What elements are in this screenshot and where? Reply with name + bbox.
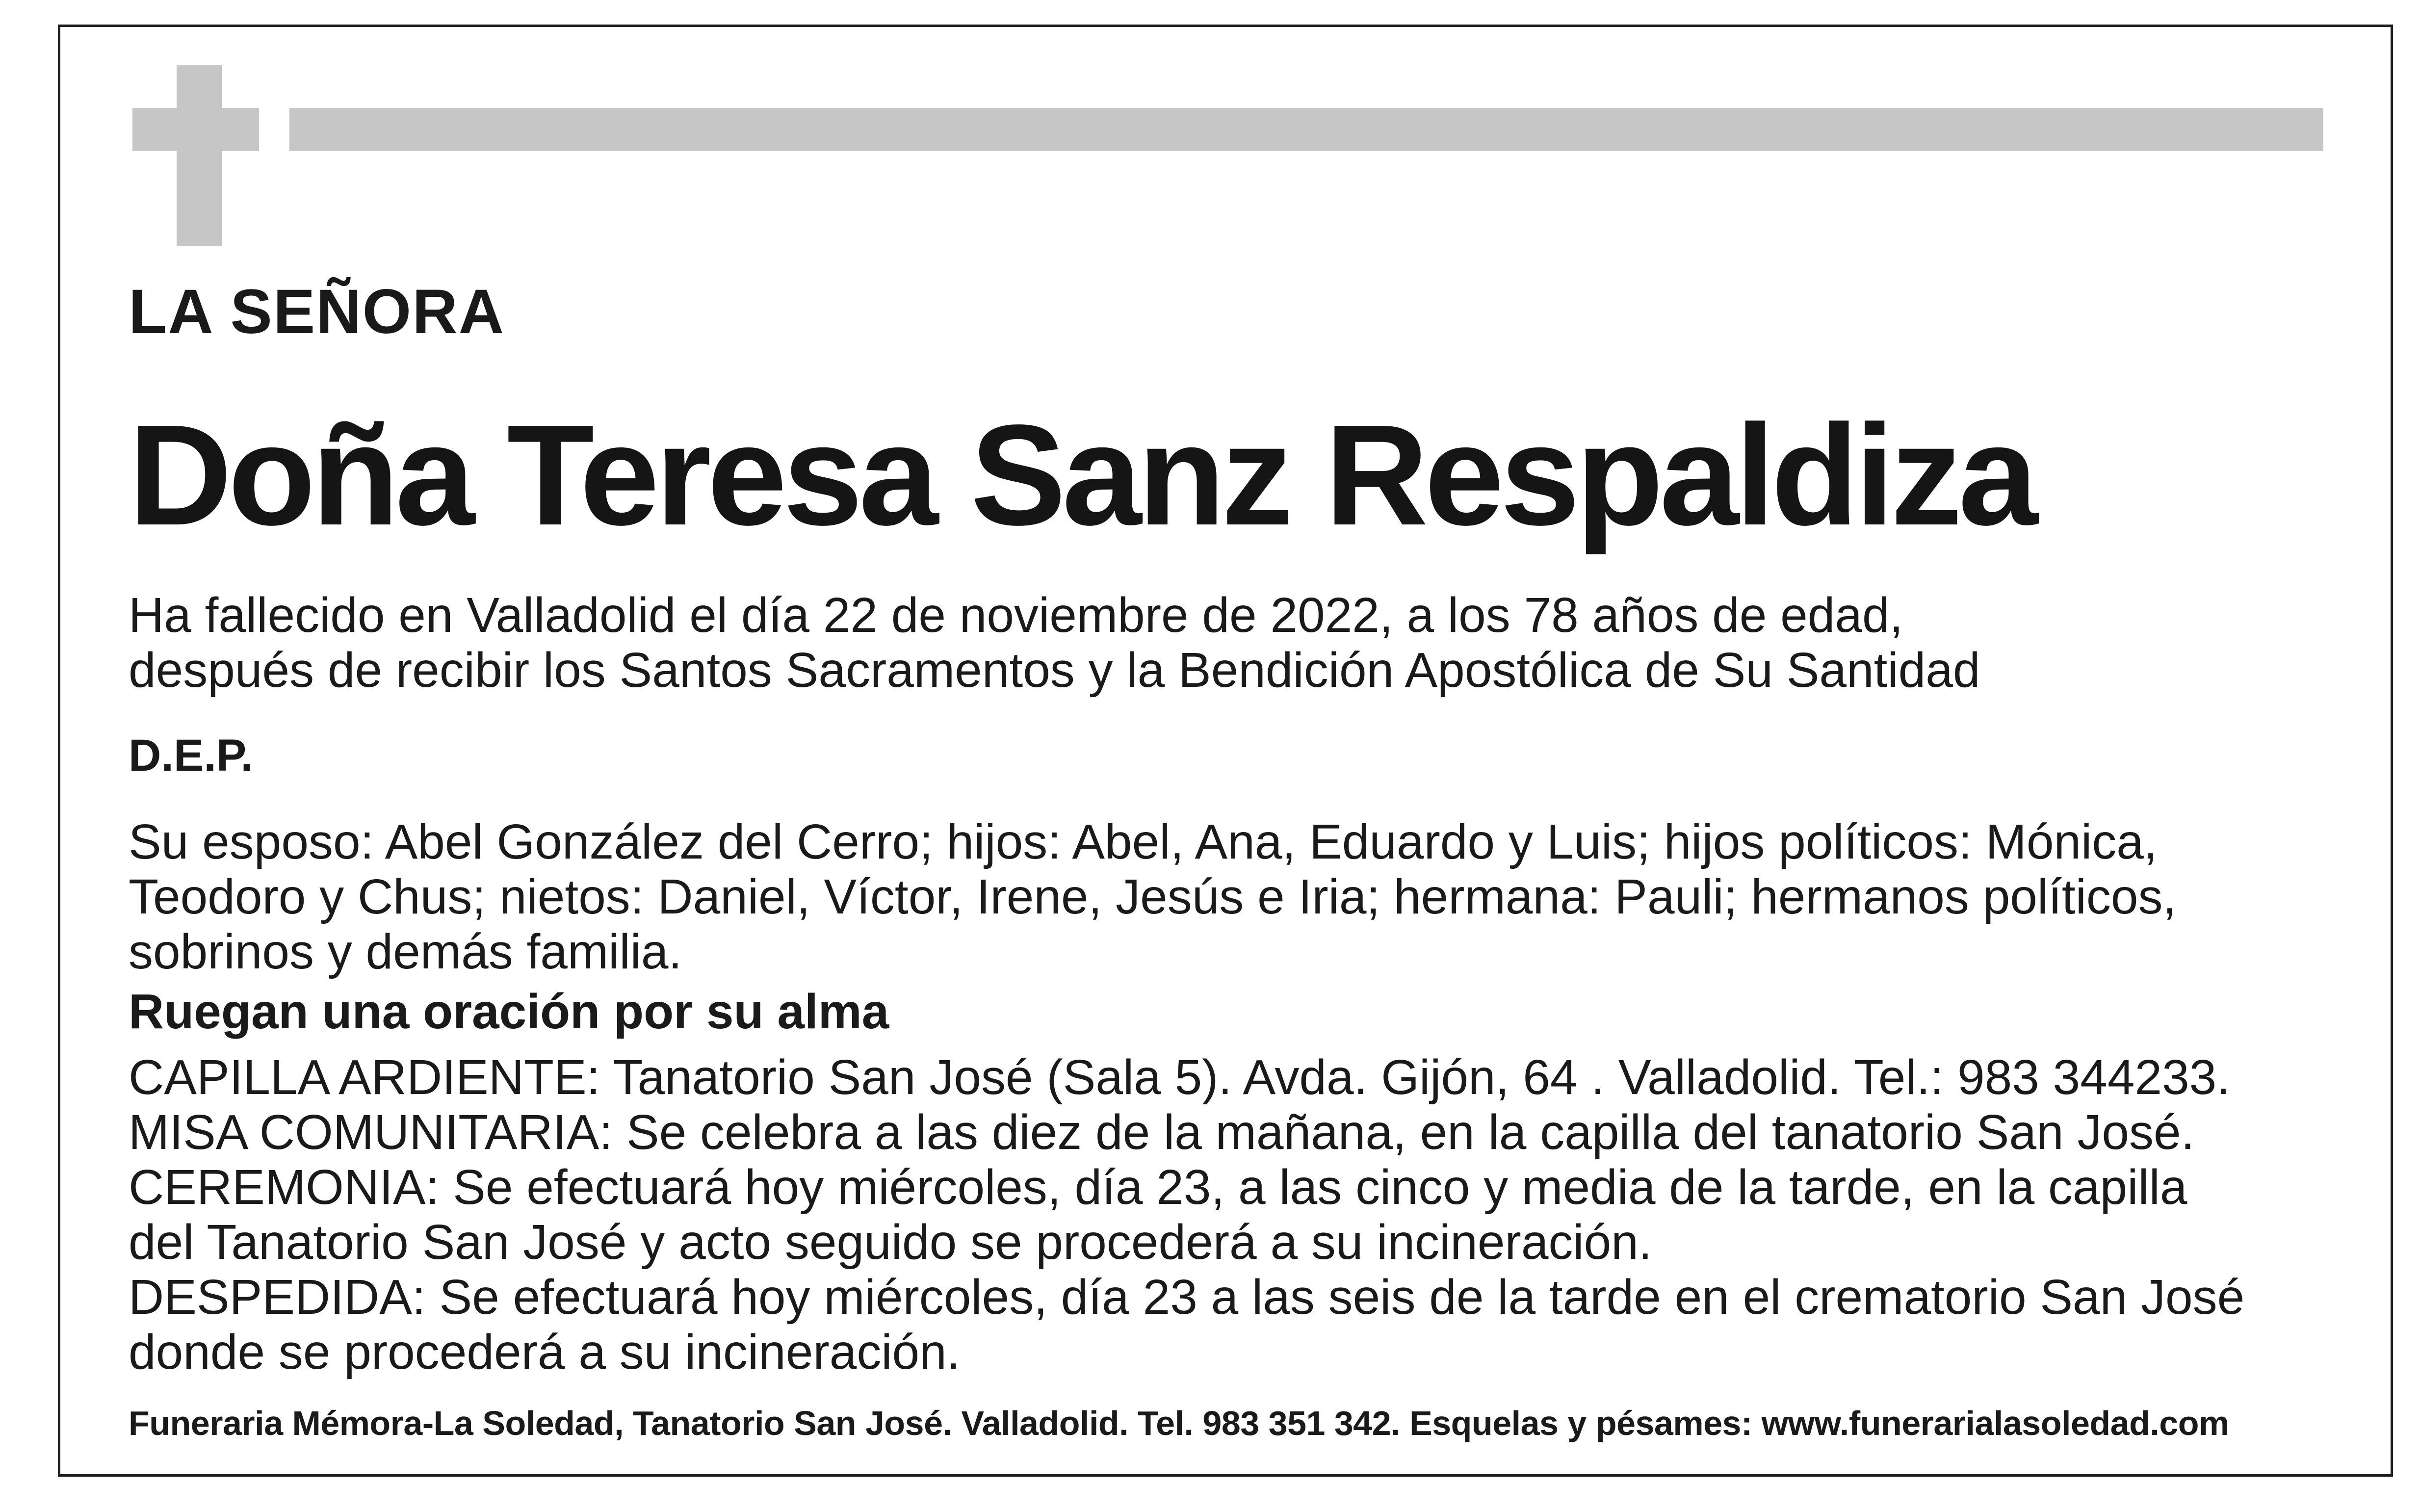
family-line: Su esposo: Abel González del Cerro; hijos: Abel, Ana, Eduardo y Luis; hijos políticos: Mónica, [129, 814, 2158, 869]
deceased-name: Doña Teresa Sanz Respaldiza [129, 395, 2034, 555]
death-announcement [129, 588, 1980, 698]
funeral-home-footer: Funeraria Mémora-La Soledad, Tanatorio San José. Valladolid. Tel. 983 351 342. Esquelas y pésames: www.funerarialasoledad.com [129, 1404, 2229, 1442]
family-line: Teodoro y Chus; nietos: Daniel, Víctor, Irene, Jesús e Iria; hermana: Pauli; hermanos políticos, [129, 869, 2177, 924]
death-line: después de recibir los Santos Sacramentos y la Bendición Apostólica de Su Santidad [129, 643, 1980, 698]
family-list [129, 814, 2176, 979]
service-line: CEREMONIA: Se efectuará hoy miércoles, día 23, a las cinco y media de la tarde, en la capilla [129, 1160, 2187, 1215]
service-line: MISA COMUNITARIA: Se celebra a las diez de la mañana, en la capilla del tanatorio San José. [129, 1105, 2195, 1160]
service-line: del Tanatorio San José y acto seguido se procederá a su incineración. [129, 1215, 1652, 1270]
death-line: Ha fallecido en Valladolid el día 22 de noviembre de 2022, a los 78 años de edad, [129, 588, 1903, 643]
family-line: sobrinos y demás familia. [129, 924, 682, 979]
cross-vertical-bar [177, 65, 222, 246]
service-line: CAPILLA ARDIENTE: Tanatorio San José (Sala 5). Avda. Gijón, 64 . Valladolid. Tel.: 983 344233. [129, 1050, 2231, 1105]
prayer-request: Ruegan una oración por su alma [129, 984, 889, 1039]
cross-horizontal-bar [132, 108, 259, 151]
honorific: LA SEÑORA [129, 277, 505, 347]
header-divider-bar [289, 108, 2323, 151]
dep-label: D.E.P. [129, 730, 253, 781]
service-line: donde se procederá a su incineración. [129, 1325, 961, 1380]
service-line: DESPEDIDA: Se efectuará hoy miércoles, día 23 a las seis de la tarde en el crematorio San José [129, 1270, 2245, 1325]
service-details [129, 1050, 2244, 1380]
